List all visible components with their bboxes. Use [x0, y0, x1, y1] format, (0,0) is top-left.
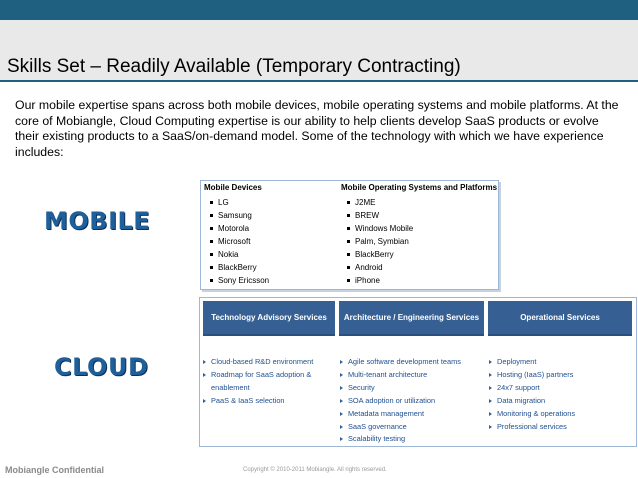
mobile-devices-column: [204, 183, 269, 287]
architecture-engineering-header: Architecture / Engineering Services: [339, 301, 484, 336]
title-divider: [0, 80, 638, 82]
mobile-heading: MOBILE: [44, 207, 151, 235]
list-item: 24x7 support: [496, 382, 632, 395]
copyright-footer: Copyright © 2010-2011 Mobiangle. All rights reserved.: [243, 467, 387, 473]
list-item: Roadmap for SaaS adoption & enablement: [210, 369, 334, 395]
list-item: BlackBerry: [355, 248, 497, 261]
list-item: SaaS governance: [347, 421, 484, 434]
cloud-heading: CLOUD: [54, 353, 149, 381]
list-item: J2ME: [355, 196, 497, 209]
list-item: Nokia: [218, 248, 269, 261]
mobile-os-column: [341, 183, 497, 287]
list-item: Hosting (IaaS) partners: [496, 369, 632, 382]
mobile-os-list: [341, 196, 497, 287]
list-item: Motorola: [218, 222, 269, 235]
mobile-devices-list: [204, 196, 269, 287]
list-item: Agile software development teams: [347, 356, 484, 369]
list-item: Android: [355, 261, 497, 274]
operational-services-list: [496, 356, 632, 433]
list-item: iPhone: [355, 274, 497, 287]
mobile-technology-table: [200, 180, 499, 290]
list-item: Multi-tenant architecture: [347, 369, 484, 382]
architecture-engineering-list: [347, 356, 484, 446]
intro-paragraph: Our mobile expertise spans across both mobile devices, mobile operating systems and mobile platforms. At the core of Mobiangle, Cloud Computing expertise is our ability to help clients develop SaaS products or evolve their existing products to a SaaS/on-demand model. Some of the technology with which we have experience includes:: [15, 98, 619, 159]
technology-advisory-header: Technology Advisory Services: [203, 301, 335, 336]
list-item: Sony Ericsson: [218, 276, 270, 285]
confidential-footer: Mobiangle Confidential: [5, 465, 104, 475]
list-item: Microsoft: [218, 235, 269, 248]
list-item: Metadata management: [347, 408, 484, 421]
list-item: Security: [347, 382, 484, 395]
list-item: Monitoring & operations: [496, 408, 632, 421]
list-item: BREW: [355, 209, 497, 222]
list-item: Deployment: [496, 356, 632, 369]
list-item: BlackBerry: [218, 261, 269, 274]
slide-title: Skills Set – Readily Available (Temporary Contracting): [7, 56, 461, 77]
list-item: SOA adoption or utilization: [347, 395, 484, 408]
list-item: Windows Mobile: [355, 222, 497, 235]
list-item: Cloud-based R&D environment: [210, 356, 334, 369]
cloud-services-table: [199, 297, 637, 447]
list-item: LG: [218, 196, 269, 209]
operational-services-header: Operational Services: [488, 301, 632, 336]
list-item: Professional services: [496, 421, 632, 434]
mobile-os-header: Mobile Operating Systems and Platforms: [341, 183, 498, 192]
list-item: Samsung: [218, 209, 269, 222]
list-item: Scalability testing: [347, 433, 484, 446]
list-item: Data migration: [496, 395, 632, 408]
technology-advisory-list: [210, 356, 334, 408]
mobile-devices-header: Mobile Devices: [204, 183, 262, 192]
list-item: PaaS & IaaS selection: [210, 395, 334, 408]
list-item: Palm, Symbian: [355, 235, 497, 248]
top-banner: [0, 0, 638, 20]
